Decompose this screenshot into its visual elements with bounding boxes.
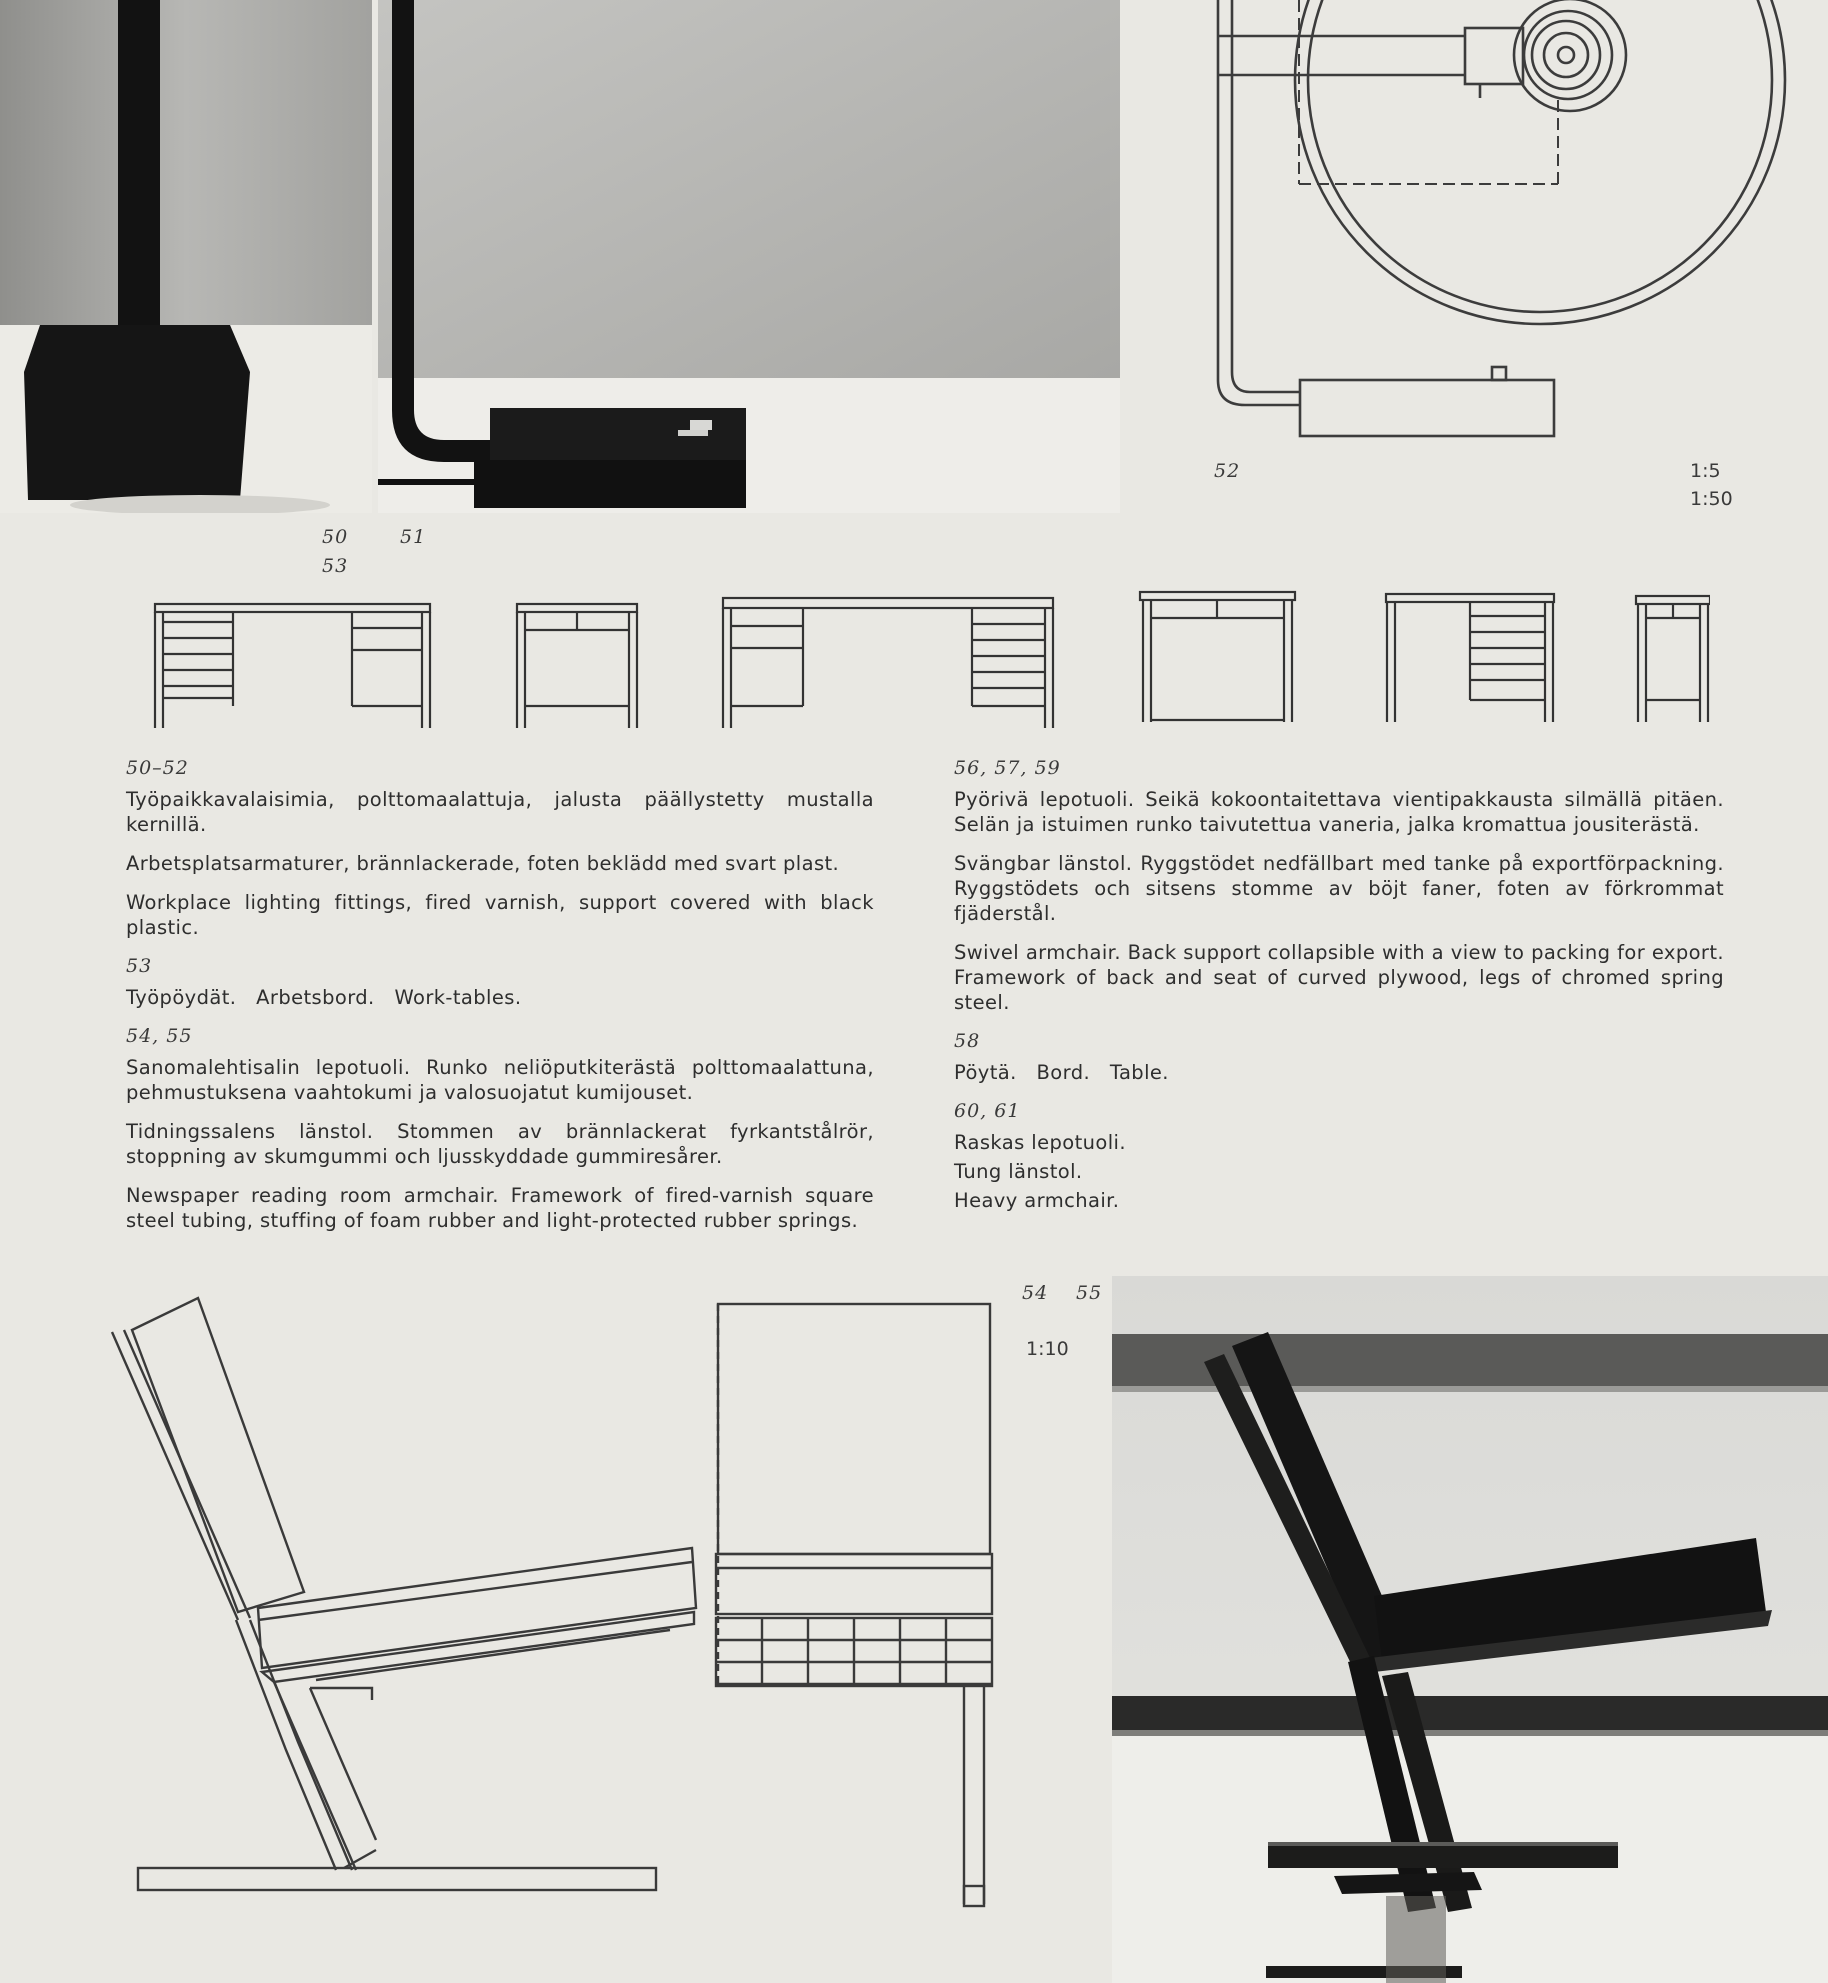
swivel-chair-heading: 56, 57, 59 <box>954 757 1061 779</box>
reading-chair-photo-image <box>1112 1276 1828 1983</box>
reading-chair-heading: 54, 55 <box>126 1025 193 1047</box>
reading-chair-side-drawing <box>110 1290 710 1930</box>
swivel-chair-text-sv: Svängbar länstol. Ryggstödet nedfällbart med tanke på exportförpackning. Ryggstödets och sitsens stomme av böjt faner, foten av förkrommat fjäderstål. <box>954 852 1724 925</box>
lamp-photo-right <box>378 0 1120 513</box>
reading-chair-text-fi: Sanomalehtisalin lepotuoli. Runko neliöputkiterästä polttomaalattuna, pehmustuksena vaahtokumi ja valosuojatut kumijouset. <box>126 1056 874 1104</box>
left-text-column <box>126 756 874 1247</box>
figure-number-51: 51 <box>400 526 427 548</box>
lamp-drawing <box>1190 0 1790 450</box>
lamps-text-en: Workplace lighting fittings, fired varnish, support covered with black plastic. <box>126 891 874 939</box>
desk-6 <box>1636 596 1710 722</box>
heavy-chair-heading: 60, 61 <box>954 1100 1021 1122</box>
lamps-text-sv: Arbetsplatsarmaturer, brännlackerade, foten beklädd med svart plast. <box>126 852 840 875</box>
swivel-chair-text-fi: Pyörivä lepotuoli. Seikä kokoontaitettava vientipakkausta silmällä pitäen. Selän ja istuimen runko taivutettua vaneria, jalka kromattua jousiterästä. <box>954 788 1724 836</box>
desk-5 <box>1386 594 1554 722</box>
desk-4 <box>1140 592 1295 722</box>
lamp-photo-left-image <box>0 0 372 513</box>
right-text-column <box>954 756 1724 1217</box>
figure-number-55: 55 <box>1076 1282 1103 1304</box>
tables-text: Työpöydät. Arbetsbord. Work-tables. <box>126 986 522 1009</box>
heavy-chair-text-sv: Tung länstol. <box>954 1160 1083 1183</box>
figure-number-52: 52 <box>1214 460 1241 482</box>
table-text: Pöytä. Bord. Table. <box>954 1061 1169 1084</box>
swivel-chair-text-en: Swivel armchair. Back support collapsible with a view to packing for export. Framework of back and seat of curved plywood, legs of chromed spring steel. <box>954 941 1724 1014</box>
table-heading: 58 <box>954 1030 981 1052</box>
work-tables-drawing <box>150 590 1710 730</box>
reading-chair-photo <box>1112 1276 1828 1983</box>
figure-number-54: 54 <box>1022 1282 1049 1304</box>
desk-1 <box>155 604 430 728</box>
lamps-text-fi: Työpaikkavalaisimia, polttomaalattuja, jalusta päällystetty mustalla kernillä. <box>126 788 874 836</box>
reading-chair-text-en: Newspaper reading room armchair. Framework of fired-varnish square steel tubing, stuffing of foam rubber and light-protected rubber springs. <box>126 1184 874 1232</box>
lamp-photo-left <box>0 0 372 513</box>
scale-label-1-50: 1:50 <box>1690 488 1733 510</box>
scale-label-1-10: 1:10 <box>1026 1338 1069 1360</box>
desk-2 <box>517 604 637 728</box>
scale-label-1-5: 1:5 <box>1690 460 1721 482</box>
lamps-heading: 50–52 <box>126 757 189 779</box>
reading-chair-front-drawing <box>708 1298 1008 1918</box>
heavy-chair-text-en: Heavy armchair. <box>954 1189 1120 1212</box>
reading-chair-text-sv: Tidningssalens länstol. Stommen av brännlackerat fyrkantstålrör, stoppning av skumgummi och ljusskyddade gummiresårer. <box>126 1120 874 1168</box>
heavy-chair-text-fi: Raskas lepotuoli. <box>954 1131 1126 1154</box>
figure-number-50: 50 <box>322 526 349 548</box>
desk-3 <box>723 598 1053 728</box>
tables-heading: 53 <box>126 955 153 977</box>
figure-number-53: 53 <box>322 555 349 577</box>
lamp-photo-right-image <box>378 0 1120 513</box>
